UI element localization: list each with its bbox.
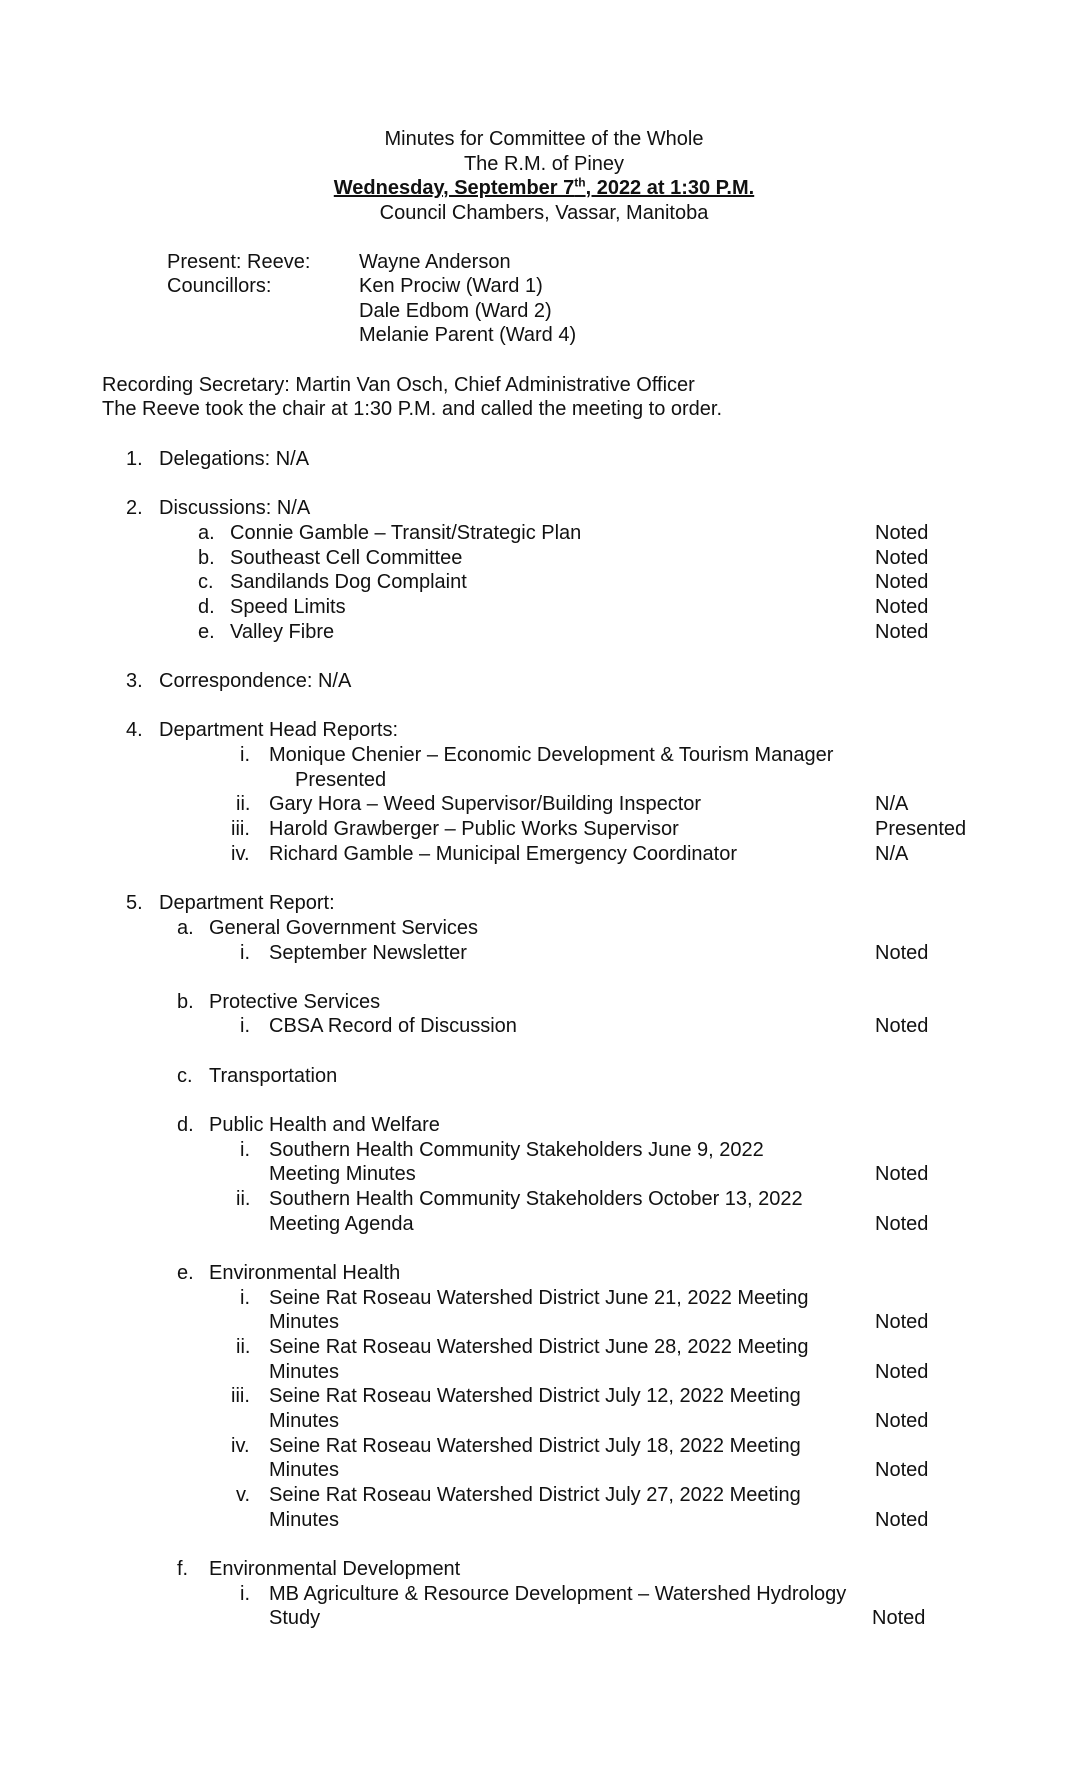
subsection-title: General Government Services bbox=[209, 917, 479, 939]
section-title-department-head-reports: Department Head Reports: bbox=[159, 719, 399, 741]
section-number: 4. bbox=[126, 719, 143, 741]
item-status: Noted bbox=[875, 1213, 929, 1235]
section-title-correspondence: Correspondence: N/A bbox=[159, 670, 352, 692]
item-marker: ii. bbox=[236, 793, 251, 815]
item-status: Presented bbox=[875, 818, 967, 840]
item-status: Noted bbox=[875, 621, 929, 643]
item-text: Southern Health Community Stakeholders October 13, 2022 bbox=[269, 1188, 803, 1210]
item-text: Meeting Minutes bbox=[269, 1163, 416, 1185]
municipality-name: The R.M. of Piney bbox=[463, 153, 625, 175]
section-title-discussions: Discussions: N/A bbox=[159, 497, 311, 519]
councillor-name: Dale Edbom (Ward 2) bbox=[359, 300, 552, 322]
item-text: Seine Rat Roseau Watershed District July 12, 2022 Meeting bbox=[269, 1385, 801, 1407]
item-marker: i. bbox=[240, 1583, 250, 1605]
item-status: Noted bbox=[875, 547, 929, 569]
section-title-delegations: Delegations: N/A bbox=[159, 448, 310, 470]
councillor-name: Melanie Parent (Ward 4) bbox=[359, 324, 577, 346]
councillors-label: Councillors: bbox=[167, 275, 272, 297]
subsection-title: Public Health and Welfare bbox=[209, 1114, 440, 1136]
item-status: Noted bbox=[875, 596, 929, 618]
item-status: Presented bbox=[295, 769, 387, 791]
item-text: September Newsletter bbox=[269, 942, 467, 964]
item-text: Seine Rat Roseau Watershed District June 21, 2022 Meeting bbox=[269, 1287, 809, 1309]
meeting-location: Council Chambers, Vassar, Manitoba bbox=[379, 202, 709, 224]
item-text: Minutes bbox=[269, 1361, 340, 1383]
item-marker: iv. bbox=[231, 1435, 250, 1457]
item-text: Minutes bbox=[269, 1410, 340, 1432]
recording-secretary: Recording Secretary: Martin Van Osch, Chief Administrative Officer bbox=[102, 374, 695, 396]
item-status: Noted bbox=[875, 1015, 929, 1037]
subsection-marker: b. bbox=[177, 991, 194, 1013]
item-text: Minutes bbox=[269, 1459, 340, 1481]
item-status: N/A bbox=[875, 793, 909, 815]
subsection-marker: e. bbox=[177, 1262, 194, 1284]
item-text: Sandilands Dog Complaint bbox=[230, 571, 467, 593]
section-title-department-report: Department Report: bbox=[159, 892, 335, 914]
item-marker: d. bbox=[198, 596, 215, 618]
item-text: Minutes bbox=[269, 1509, 340, 1531]
item-text: Richard Gamble – Municipal Emergency Coordinator bbox=[269, 843, 737, 865]
section-number: 2. bbox=[126, 497, 143, 519]
subsection-marker: d. bbox=[177, 1114, 194, 1136]
item-marker: ii. bbox=[236, 1188, 251, 1210]
subsection-marker: f. bbox=[177, 1558, 189, 1580]
meeting-date: Wednesday, September 7th, 2022 at 1:30 P.M. bbox=[333, 175, 755, 199]
item-text: MB Agriculture & Resource Development – Watershed Hydrology bbox=[269, 1583, 847, 1605]
item-text: Speed Limits bbox=[230, 596, 346, 618]
item-status: N/A bbox=[875, 843, 909, 865]
item-marker: a. bbox=[198, 522, 215, 544]
call-to-order: The Reeve took the chair at 1:30 P.M. and called the meeting to order. bbox=[102, 398, 723, 420]
item-marker: iii. bbox=[231, 818, 250, 840]
present-label: Present: Reeve: bbox=[167, 251, 311, 273]
item-text: Connie Gamble – Transit/Strategic Plan bbox=[230, 522, 582, 544]
item-marker: c. bbox=[198, 571, 214, 593]
item-status: Noted bbox=[875, 1311, 929, 1333]
item-status: Noted bbox=[872, 1607, 926, 1629]
subsection-title: Transportation bbox=[209, 1065, 338, 1087]
item-text: Seine Rat Roseau Watershed District July 18, 2022 Meeting bbox=[269, 1435, 801, 1457]
item-text: Minutes bbox=[269, 1311, 340, 1333]
subsection-title: Environmental Development bbox=[209, 1558, 461, 1580]
item-text: Meeting Agenda bbox=[269, 1213, 414, 1235]
item-status: Noted bbox=[875, 1361, 929, 1383]
item-marker: i. bbox=[240, 744, 250, 766]
section-number: 5. bbox=[126, 892, 143, 914]
item-status: Noted bbox=[875, 1410, 929, 1432]
item-text: Southeast Cell Committee bbox=[230, 547, 463, 569]
item-marker: v. bbox=[236, 1484, 251, 1506]
item-text: Seine Rat Roseau Watershed District July 27, 2022 Meeting bbox=[269, 1484, 801, 1506]
item-marker: i. bbox=[240, 1015, 250, 1037]
subsection-title: Protective Services bbox=[209, 991, 381, 1013]
section-number: 1. bbox=[126, 448, 143, 470]
item-marker: i. bbox=[240, 1139, 250, 1161]
item-status: Noted bbox=[875, 571, 929, 593]
item-marker: iii. bbox=[231, 1385, 250, 1407]
item-text: Gary Hora – Weed Supervisor/Building Inspector bbox=[269, 793, 702, 815]
item-status: Noted bbox=[875, 1509, 929, 1531]
item-text: Study bbox=[269, 1607, 321, 1629]
item-status: Noted bbox=[875, 1459, 929, 1481]
item-text: Harold Grawberger – Public Works Supervisor bbox=[269, 818, 679, 840]
item-marker: i. bbox=[240, 1287, 250, 1309]
item-text: Southern Health Community Stakeholders June 9, 2022 bbox=[269, 1139, 764, 1161]
document-title: Minutes for Committee of the Whole bbox=[384, 128, 704, 150]
item-marker: b. bbox=[198, 547, 215, 569]
item-text: Valley Fibre bbox=[230, 621, 335, 643]
item-text: CBSA Record of Discussion bbox=[269, 1015, 517, 1037]
item-status: Noted bbox=[875, 1163, 929, 1185]
item-status: Noted bbox=[875, 522, 929, 544]
subsection-marker: c. bbox=[177, 1065, 193, 1087]
section-number: 3. bbox=[126, 670, 143, 692]
item-marker: ii. bbox=[236, 1336, 251, 1358]
item-status: Noted bbox=[875, 942, 929, 964]
subsection-title: Environmental Health bbox=[209, 1262, 401, 1284]
item-marker: i. bbox=[240, 942, 250, 964]
item-marker: e. bbox=[198, 621, 215, 643]
item-text: Seine Rat Roseau Watershed District June 28, 2022 Meeting bbox=[269, 1336, 809, 1358]
subsection-marker: a. bbox=[177, 917, 194, 939]
councillor-name: Ken Prociw (Ward 1) bbox=[359, 275, 543, 297]
item-marker: iv. bbox=[231, 843, 250, 865]
reeve-name: Wayne Anderson bbox=[359, 251, 511, 273]
item-text: Monique Chenier – Economic Development & Tourism Manager bbox=[269, 744, 834, 766]
